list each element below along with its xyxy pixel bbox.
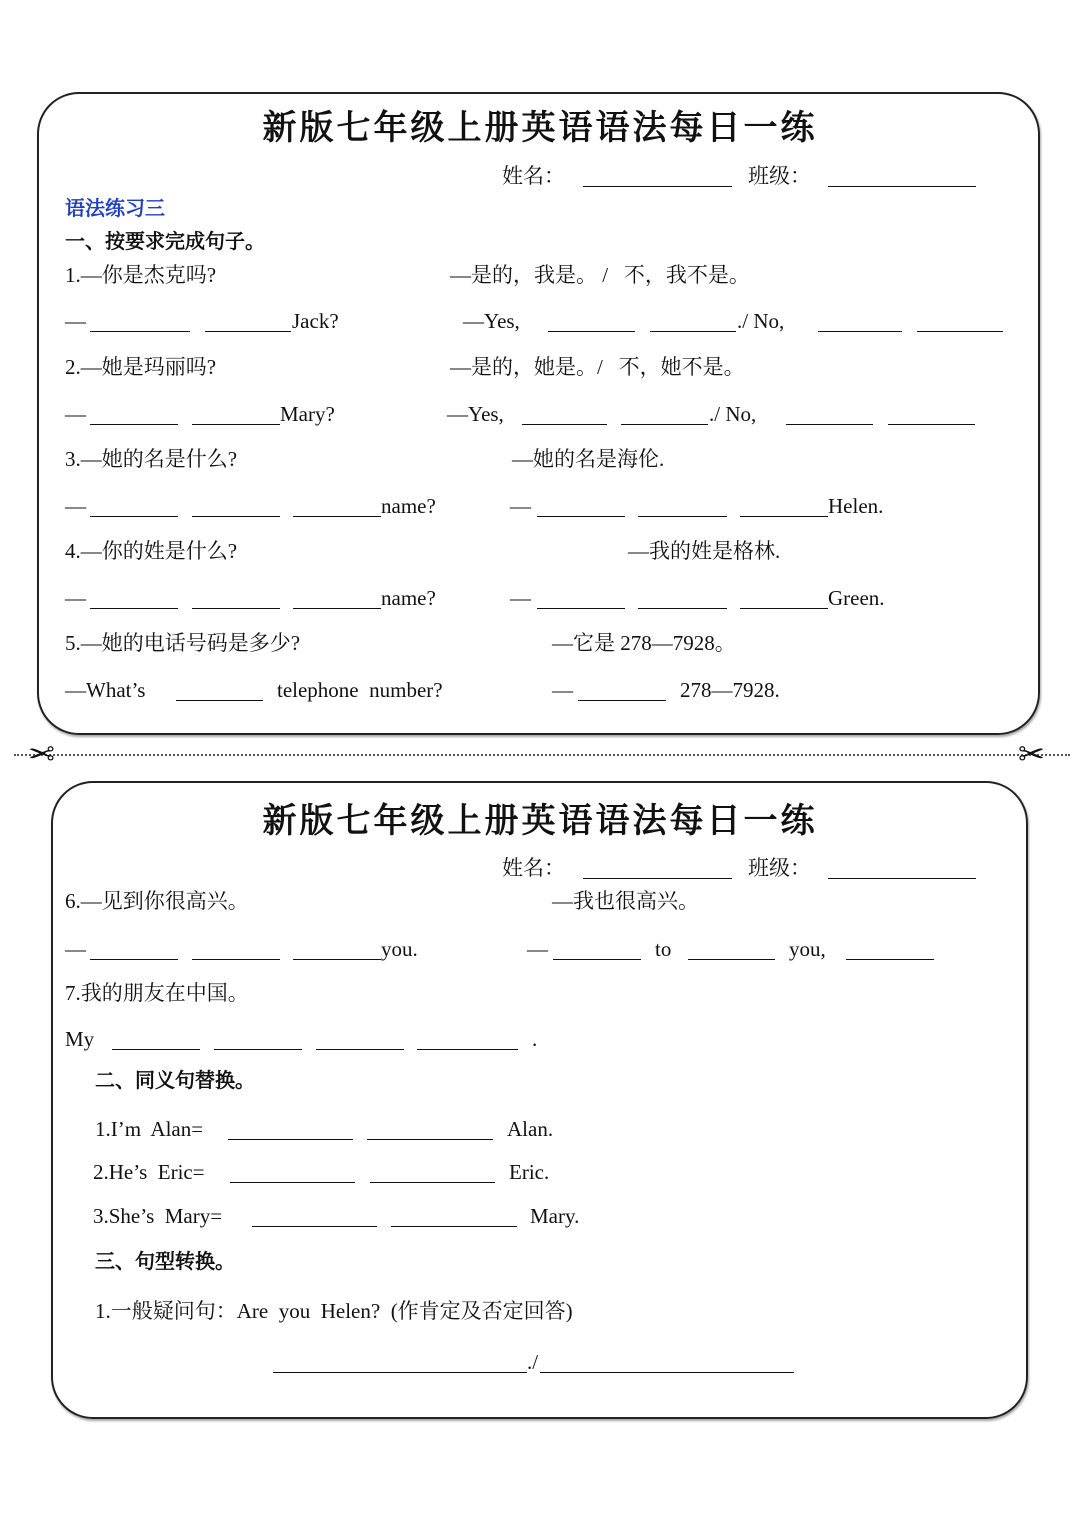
blank[interactable]	[192, 935, 280, 960]
text: 1.I’m Alan=	[95, 1117, 204, 1141]
dash: —	[65, 309, 86, 333]
part3-heading: 三、句型转换。	[95, 1249, 235, 1273]
blank[interactable]	[540, 1348, 794, 1373]
text: Helen.	[828, 494, 884, 518]
synonym-item	[0, 1115, 1080, 1143]
transform-answer	[0, 1348, 1080, 1376]
name-class-row	[0, 854, 1080, 882]
blank[interactable]	[917, 307, 1003, 332]
blank[interactable]	[888, 400, 975, 425]
blank[interactable]	[688, 935, 775, 960]
dash: —	[65, 494, 86, 518]
q3-prompt	[0, 445, 1080, 473]
question-text: 6.—见到你很高兴。	[65, 889, 249, 913]
blank[interactable]	[90, 584, 178, 609]
scissors-icon: ✂	[1018, 735, 1045, 773]
dash: —	[552, 678, 573, 702]
blank[interactable]	[367, 1115, 493, 1140]
answer-text: —我的姓是格林.	[628, 539, 781, 563]
answer-text: —是的，她是。/ 不，她不是。	[450, 355, 745, 379]
text: 3.She’s Mary=	[93, 1204, 223, 1228]
blank[interactable]	[252, 1202, 377, 1227]
text: My	[65, 1027, 95, 1051]
section-label: 语法练习三	[65, 196, 165, 220]
text: .	[532, 1027, 538, 1051]
q7-prompt	[0, 979, 1080, 1007]
class-blank[interactable]	[828, 162, 976, 187]
blank[interactable]	[370, 1158, 495, 1183]
answer-text: —她的名是海伦.	[512, 447, 665, 471]
part2-heading: 二、同义句替换。	[95, 1068, 255, 1092]
blank[interactable]	[228, 1115, 353, 1140]
blank[interactable]	[417, 1025, 518, 1050]
question-text: 4.—你的姓是什么?	[65, 539, 238, 563]
text: —Yes,	[463, 309, 520, 333]
text: to	[655, 937, 672, 961]
text: name?	[381, 494, 436, 518]
text: telephone number?	[277, 678, 443, 702]
blank[interactable]	[578, 676, 666, 701]
text: you,	[789, 937, 826, 961]
blank[interactable]	[192, 400, 280, 425]
blank[interactable]	[293, 492, 381, 517]
blank[interactable]	[553, 935, 641, 960]
q5-fill	[0, 676, 1080, 704]
question-text: 7.我的朋友在中国。	[65, 981, 249, 1005]
blank[interactable]	[522, 400, 607, 425]
class-blank[interactable]	[828, 854, 976, 879]
q6-prompt	[0, 887, 1080, 915]
name-class-row	[0, 162, 1080, 190]
q2-prompt	[0, 353, 1080, 381]
dash: —	[527, 937, 548, 961]
text: 278—7928.	[680, 678, 780, 702]
text: —Yes,	[447, 402, 504, 426]
scissors-icon: ✂	[28, 735, 55, 773]
blank[interactable]	[230, 1158, 355, 1183]
name-label: 姓名：	[502, 164, 565, 188]
q7-fill	[0, 1025, 1080, 1053]
q1-prompt	[0, 261, 1080, 289]
q5-prompt	[0, 629, 1080, 657]
answer-text: —我也很高兴。	[552, 889, 699, 913]
synonym-item	[0, 1158, 1080, 1186]
q4-prompt	[0, 537, 1080, 565]
text: ./	[527, 1350, 539, 1374]
text: ./ No,	[709, 402, 757, 426]
text: Green.	[828, 586, 885, 610]
blank[interactable]	[391, 1202, 517, 1227]
text: Mary.	[530, 1204, 580, 1228]
text: —What’s	[65, 678, 146, 702]
question-text: 1.—你是杰克吗?	[65, 263, 217, 287]
blank[interactable]	[740, 584, 828, 609]
q1-fill	[0, 307, 1080, 335]
blank[interactable]	[316, 1025, 404, 1050]
text: ./ No,	[737, 309, 785, 333]
name-label: 姓名：	[502, 856, 565, 880]
name-blank[interactable]	[583, 854, 732, 879]
text: name?	[381, 586, 436, 610]
blank[interactable]	[740, 492, 828, 517]
dash: —	[65, 402, 86, 426]
blank[interactable]	[205, 307, 291, 332]
blank[interactable]	[650, 307, 736, 332]
text: Mary?	[280, 402, 335, 426]
blank[interactable]	[112, 1025, 200, 1050]
name-blank[interactable]	[583, 162, 732, 187]
blank[interactable]	[273, 1348, 527, 1373]
q2-fill	[0, 400, 1080, 428]
blank[interactable]	[90, 935, 178, 960]
text: Eric.	[509, 1160, 550, 1184]
blank[interactable]	[818, 307, 902, 332]
dash: —	[510, 586, 531, 610]
blank[interactable]	[90, 307, 190, 332]
q6-fill	[0, 935, 1080, 963]
text: you.	[381, 937, 418, 961]
blank[interactable]	[846, 935, 934, 960]
blank[interactable]	[192, 584, 280, 609]
q4-fill	[0, 584, 1080, 612]
cut-line	[14, 754, 1070, 756]
question-text: 5.—她的电话号码是多少?	[65, 631, 301, 655]
blank[interactable]	[214, 1025, 302, 1050]
blank[interactable]	[90, 400, 178, 425]
blank[interactable]	[638, 584, 727, 609]
worksheet-title: 新版七年级上册英语语法每日一练	[262, 801, 818, 841]
text: Jack?	[292, 309, 339, 333]
blank[interactable]	[293, 584, 381, 609]
dash: —	[65, 937, 86, 961]
question-text: 3.—她的名是什么?	[65, 447, 238, 471]
blank[interactable]	[537, 584, 625, 609]
class-label: 班级：	[748, 856, 811, 880]
blank[interactable]	[192, 492, 280, 517]
blank[interactable]	[548, 307, 635, 332]
blank[interactable]	[786, 400, 873, 425]
q3-fill	[0, 492, 1080, 520]
answer-text: —是的，我是。 / 不，我不是。	[450, 263, 750, 287]
blank[interactable]	[621, 400, 708, 425]
blank[interactable]	[293, 935, 381, 960]
blank[interactable]	[90, 492, 178, 517]
text: Alan.	[507, 1117, 554, 1141]
blank[interactable]	[176, 676, 263, 701]
text: 2.He’s Eric=	[93, 1160, 205, 1184]
worksheet-title: 新版七年级上册英语语法每日一练	[262, 108, 818, 148]
synonym-item	[0, 1202, 1080, 1230]
question-text: 2.—她是玛丽吗?	[65, 355, 217, 379]
blank[interactable]	[537, 492, 625, 517]
dash: —	[510, 494, 531, 518]
answer-text: —它是 278—7928。	[552, 631, 736, 655]
class-label: 班级：	[748, 164, 811, 188]
transform-question: 1.一般疑问句：Are you Helen? (作肯定及否定回答)	[95, 1299, 573, 1323]
dash: —	[65, 586, 86, 610]
part1-heading: 一、按要求完成句子。	[65, 229, 265, 253]
blank[interactable]	[638, 492, 727, 517]
